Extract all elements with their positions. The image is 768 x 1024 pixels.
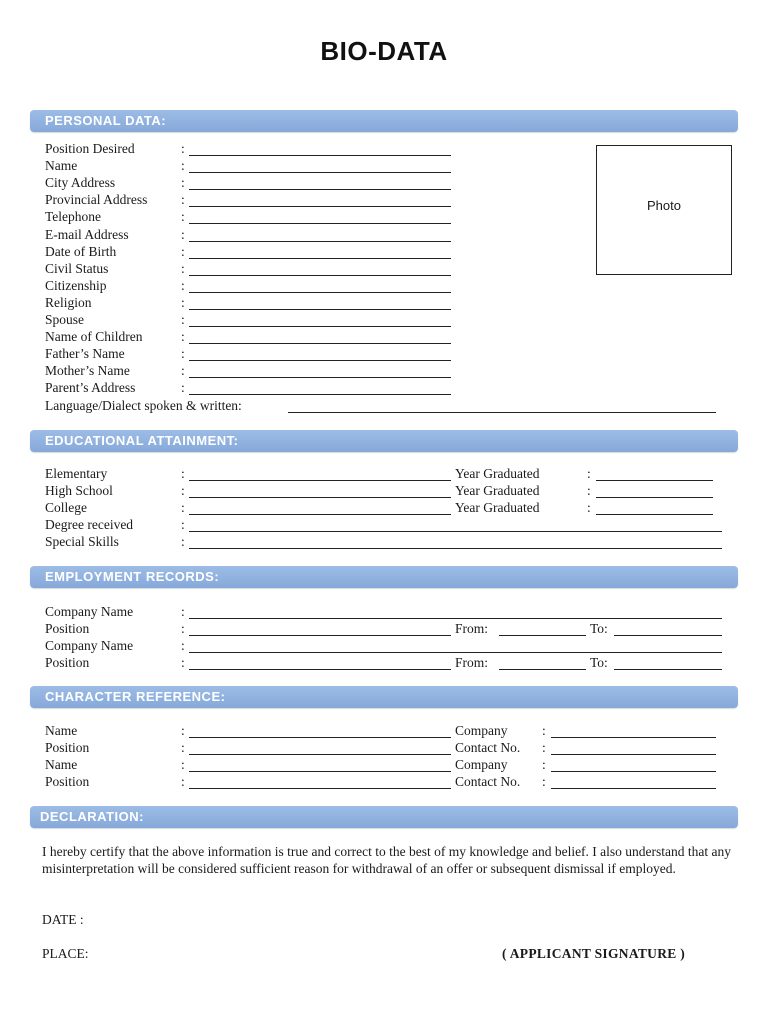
field-label: Civil Status xyxy=(45,260,109,276)
field-label: College xyxy=(45,500,87,515)
field-label: Position Desired xyxy=(45,141,135,156)
field-input[interactable] xyxy=(189,309,451,310)
year-graduated-input[interactable] xyxy=(596,497,713,498)
field-input[interactable] xyxy=(189,531,722,532)
reference-right-input[interactable] xyxy=(551,771,716,772)
field-label: Position xyxy=(45,740,90,755)
year-graduated-input[interactable] xyxy=(596,480,713,481)
language-field[interactable] xyxy=(288,412,716,413)
field-colon: : xyxy=(181,243,185,259)
field-colon: : xyxy=(181,346,185,362)
field-input[interactable] xyxy=(189,189,451,190)
reference-header xyxy=(30,686,738,708)
field-colon: : xyxy=(181,466,185,481)
field-colon: : xyxy=(181,175,185,191)
field-colon: : xyxy=(542,774,546,789)
field-label: Special Skills xyxy=(45,534,119,549)
reference-right-input[interactable] xyxy=(551,754,716,755)
field-label: E-mail Address xyxy=(45,226,129,242)
field-colon: : xyxy=(181,277,185,293)
language-label: Language/Dialect spoken & written: xyxy=(45,398,242,413)
field-input[interactable] xyxy=(189,206,451,207)
field-label: Name xyxy=(45,757,78,772)
field-input[interactable] xyxy=(189,360,451,361)
to-input[interactable] xyxy=(614,669,722,670)
field-input[interactable] xyxy=(189,788,451,789)
declaration-heading: DECLARATION: xyxy=(40,809,144,824)
reference-right-label: Company xyxy=(455,723,508,738)
reference-right-input[interactable] xyxy=(551,788,716,789)
year-graduated-label: Year Graduated xyxy=(455,466,540,481)
field-colon: : xyxy=(181,655,185,670)
field-input[interactable] xyxy=(189,771,451,772)
field-input[interactable] xyxy=(189,326,451,327)
field-colon: : xyxy=(181,517,185,532)
from-label: From: xyxy=(455,621,489,636)
field-label: Name xyxy=(45,723,78,738)
field-input[interactable] xyxy=(189,514,451,515)
field-label: High School xyxy=(45,483,113,498)
to-input[interactable] xyxy=(614,635,722,636)
field-label: Parent’s Address xyxy=(45,380,136,396)
field-label: Position xyxy=(45,774,90,789)
field-colon: : xyxy=(181,312,185,327)
field-colon: : xyxy=(587,466,591,481)
year-graduated-label: Year Graduated xyxy=(455,500,540,515)
to-label: To: xyxy=(590,621,608,636)
field-label: Company Name xyxy=(45,638,134,653)
field-input[interactable] xyxy=(189,497,451,498)
from-input[interactable] xyxy=(499,635,586,636)
field-input[interactable] xyxy=(189,548,722,549)
field-label: Provincial Address xyxy=(45,192,148,208)
field-colon: : xyxy=(587,500,591,515)
field-input[interactable] xyxy=(189,343,451,344)
field-input[interactable] xyxy=(189,377,451,378)
field-colon: : xyxy=(181,380,185,396)
field-colon: : xyxy=(181,141,185,156)
education-header xyxy=(30,430,738,452)
date-label: DATE : xyxy=(42,912,84,927)
field-input[interactable] xyxy=(189,618,722,619)
reference-right-input[interactable] xyxy=(551,737,716,738)
field-input[interactable] xyxy=(189,669,451,670)
field-label: City Address xyxy=(45,175,116,191)
to-label: To: xyxy=(590,655,608,670)
photo-label: Photo xyxy=(647,198,681,213)
field-input[interactable] xyxy=(189,635,451,636)
field-colon: : xyxy=(181,757,185,772)
field-colon: : xyxy=(542,757,546,772)
field-label: Citizenship xyxy=(45,277,107,293)
employment-header xyxy=(30,566,738,588)
field-input[interactable] xyxy=(189,292,451,293)
field-colon: : xyxy=(181,329,185,345)
field-colon: : xyxy=(181,774,185,789)
declaration-text: I hereby certify that the above information is true and correct to the best of my knowledge and belief. I also understand that any misinterpretation will be considered sufficient reason for withdrawal of an offer or subsequent dismissal if employed. xyxy=(42,844,732,876)
field-label: Position xyxy=(45,621,90,636)
page-title: BIO-DATA xyxy=(320,36,448,66)
field-colon: : xyxy=(181,534,185,549)
personal-data-header xyxy=(30,110,738,132)
reference-right-label: Company xyxy=(455,757,508,772)
field-colon: : xyxy=(181,158,185,174)
field-colon: : xyxy=(587,483,591,498)
reference-right-label: Contact No. xyxy=(455,740,521,755)
field-label: Name of Children xyxy=(45,329,143,345)
field-input[interactable] xyxy=(189,652,722,653)
field-input[interactable] xyxy=(189,223,451,224)
field-colon: : xyxy=(542,740,546,755)
personal-data-heading: PERSONAL DATA: xyxy=(45,113,167,128)
from-input[interactable] xyxy=(499,669,586,670)
field-label: Religion xyxy=(45,294,92,310)
photo-box[interactable] xyxy=(596,145,732,275)
field-input[interactable] xyxy=(189,480,451,481)
field-colon: : xyxy=(181,638,185,653)
field-input[interactable] xyxy=(189,394,451,395)
field-input[interactable] xyxy=(189,737,451,738)
field-colon: : xyxy=(181,192,185,208)
field-label: Father’s Name xyxy=(45,346,125,362)
reference-heading: CHARACTER REFERENCE: xyxy=(45,689,226,704)
field-label: Date of Birth xyxy=(45,243,117,259)
field-input[interactable] xyxy=(189,241,451,242)
employment-heading: EMPLOYMENT RECORDS: xyxy=(45,569,220,584)
applicant-signature-label: ( APPLICANT SIGNATURE ) xyxy=(502,946,686,961)
field-label: Mother’s Name xyxy=(45,363,130,379)
from-label: From: xyxy=(455,655,489,670)
field-colon: : xyxy=(181,209,185,225)
year-graduated-input[interactable] xyxy=(596,514,713,515)
field-colon: : xyxy=(181,723,185,738)
field-label: Name xyxy=(45,158,78,174)
field-colon: : xyxy=(181,260,185,276)
year-graduated-label: Year Graduated xyxy=(455,483,540,498)
field-label: Position xyxy=(45,655,90,670)
education-heading: EDUCATIONAL ATTAINMENT: xyxy=(45,433,239,448)
field-input[interactable] xyxy=(189,275,451,276)
field-colon: : xyxy=(181,621,185,636)
field-input[interactable] xyxy=(189,754,451,755)
field-colon: : xyxy=(181,294,185,310)
field-input[interactable] xyxy=(189,155,451,156)
reference-right-label: Contact No. xyxy=(455,774,521,789)
field-label: Degree received xyxy=(45,517,134,532)
field-colon: : xyxy=(181,500,185,515)
field-colon: : xyxy=(181,226,185,242)
field-label: Spouse xyxy=(45,312,85,327)
field-input[interactable] xyxy=(189,258,451,259)
field-colon: : xyxy=(181,483,185,498)
field-label: Elementary xyxy=(45,466,108,481)
declaration-header xyxy=(30,806,738,828)
field-colon: : xyxy=(181,363,185,379)
field-colon: : xyxy=(181,740,185,755)
field-label: Company Name xyxy=(45,604,134,619)
field-label: Telephone xyxy=(45,209,102,225)
field-input[interactable] xyxy=(189,172,451,173)
place-label: PLACE: xyxy=(42,946,89,961)
field-colon: : xyxy=(181,604,185,619)
field-colon: : xyxy=(542,723,546,738)
